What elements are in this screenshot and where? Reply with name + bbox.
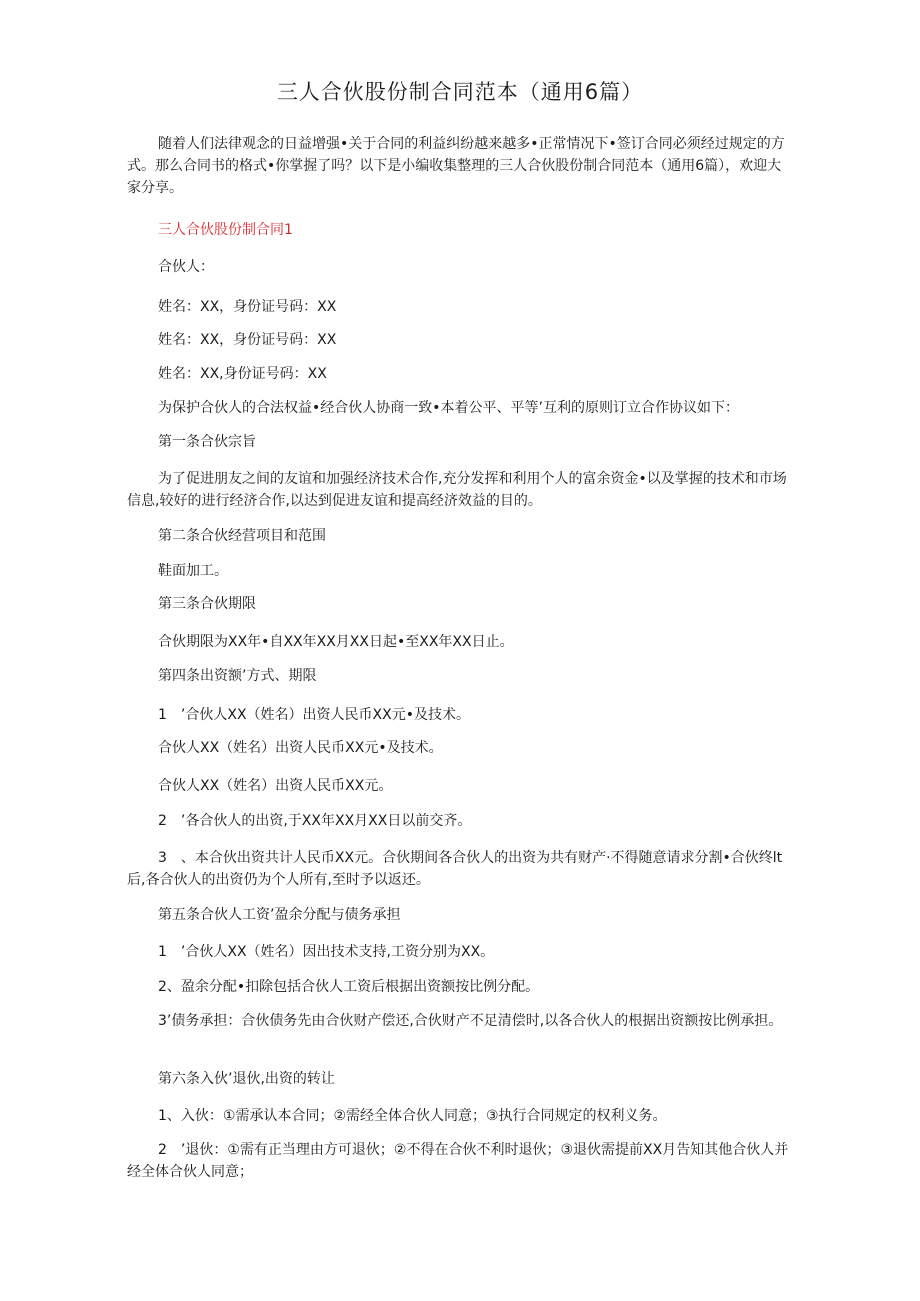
paragraph: 2 ’各合伙人的出资,于XX年XX月XX日以前交齐。 [158,813,472,829]
paragraph: 姓名：XX，身份证号码：XX [158,332,337,348]
clause-heading: 第四条出资额’方式、期限 [158,668,317,684]
paragraph: 鞋面加工。 [158,563,228,579]
paragraph: 合伙人： [158,259,214,275]
paragraph: 1、入伙：①需承认本合同；②需经全体合伙人同意；③执行合同规定的权利义务。 [158,1108,667,1124]
paragraph: 2、盈余分配•扣除包括合伙人工资后根据出资额按比例分配。 [158,979,540,995]
paragraph: 1 ’合伙人XX（姓名）出资人民币XX元•及技术。 [158,707,470,723]
clause-heading: 第三条合伙期限 [158,596,256,612]
intro-paragraph: 随着人们法律观念的日益增强•关于合同的利益纠纷越来越多•正常情况下•签订合同必须经过规定的方式。那么合同书的格式•你掌握了吗？以下是小编收集整理的三人合伙股份制合同范本（通用6篇），欢迎大家分享。 [127,136,785,196]
paragraph: 合伙人XX（姓名）出资人民币XX元•及技术。 [158,740,443,756]
paragraph: 3’债务承担：合伙债务先由合伙财产偿还,合伙财产不足清偿时,以各合伙人的根据出资额按比例承担。 [158,1013,783,1029]
paragraph: 3 、本合伙出资共计人民币XX元。合伙期间各合伙人的出资为共有财产·不得随意请求分割•合伙终lt后,各合伙人的出资仍为个人所有,至时予以返还。 [127,850,783,888]
paragraph: 合伙人XX（姓名）出资人民币XX元。 [158,778,393,794]
paragraph: 合伙期限为XX年•自XX年XX月XX日起•至XX年XX日止。 [158,634,514,650]
paragraph: 2 ’退伙：①需有正当理由方可退伙；②不得在合伙不利时退伙；③退伙需提前XX月告知其他合伙人并经全体合伙人同意； [127,1142,789,1180]
paragraph: 姓名：XX，身份证号码：XX [158,299,337,315]
paragraph: 1 ’合伙人XX（姓名）因出技术支持,工资分别为XX。 [158,944,495,960]
clause-heading: 第五条合伙人工资’盈余分配与债务承担 [158,907,401,923]
clause-heading: 第六条入伙’退伙,出资的转让 [158,1071,335,1087]
paragraph: 为了促进朋友之间的友谊和加强经济技术合作,充分发挥和利用个人的富余资金•以及掌握的技术和市场信息,较好的进行经济合作,以达到促进友谊和提高经济效益的目的。 [127,471,787,509]
clause-heading: 第二条合伙经营项目和范围 [158,528,326,544]
document-title: 三人合伙股份制合同范本（通用6篇） [276,80,644,104]
section-heading: 三人合伙股份制合同1 [158,222,293,238]
paragraph: 为保护合伙人的合法权益•经合伙人协商一致•本着公平、平等’互利的原则订立合作协议如下： [158,400,739,416]
clause-heading: 第一条合伙宗旨 [158,434,256,450]
paragraph: 姓名：XX,身份证号码：XX [158,366,327,382]
